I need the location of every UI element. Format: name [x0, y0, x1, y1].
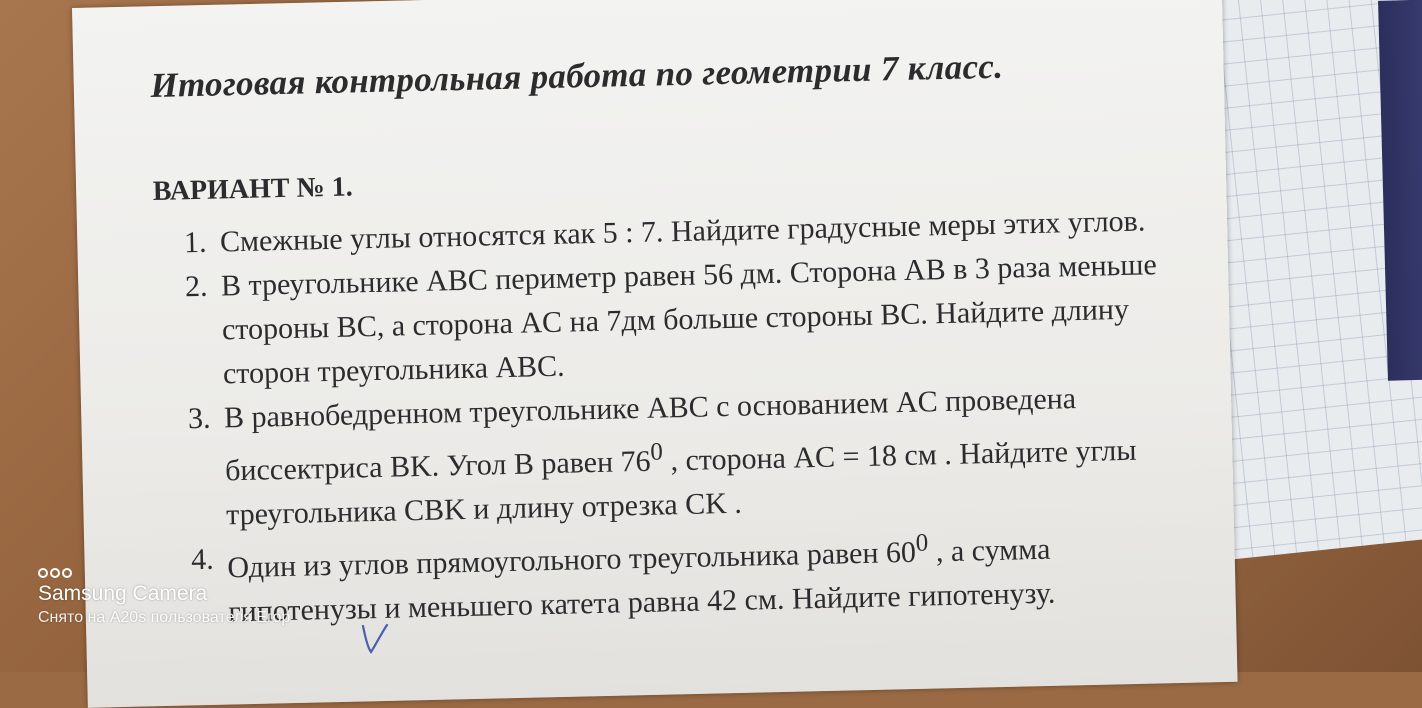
task-number: 3.: [187, 401, 211, 436]
watermark-caption: Снято на A20s пользователя Егор: [38, 609, 291, 626]
task-text-part: В равнобедренном треугольнике ABC с основанием AC проведена биссектриса BK. Угол B равен 76: [223, 382, 1077, 488]
task-item-2: [155, 243, 1168, 398]
camera-dots-icon: [38, 566, 290, 580]
pen-checkmark-icon: [360, 622, 390, 656]
document-title: Итоговая контрольная работа по геометрии 7 класс.: [150, 46, 1004, 105]
camera-watermark: [38, 566, 290, 628]
task-text: Смежные углы относятся как 5 : 7. Найдите градусные меры этих углов.: [219, 204, 1146, 259]
task-number: 2.: [184, 269, 208, 304]
degree-superscript: 0: [915, 529, 929, 557]
task-text-part: , сторона AC = 18 см . Найдите углы треугольника CBK и длину отрезка CK .: [225, 433, 1137, 532]
watermark-brand: Samsung Camera: [38, 582, 208, 605]
task-item-3: [158, 375, 1171, 539]
task-text: В треугольнике ABC периметр равен 56 дм. Сторона AB в 3 раза меньше стороны BC, а сторона AC на 7дм больше стороны BC. Найдите длину сторон треугольника ABC.: [220, 248, 1158, 391]
task-list: [154, 199, 1173, 636]
degree-superscript: 0: [650, 438, 664, 466]
task-text-part: Один из углов прямоугольного треугольника равен 60: [227, 535, 917, 585]
variant-heading: ВАРИАНТ № 1.: [152, 171, 353, 207]
task-text-part: , а сумма гипотенузы и меньшего катета равна 42 см. Найдите гипотенузу.: [228, 532, 1056, 629]
sheet-content: [150, 43, 1173, 636]
task-number: 4.: [190, 542, 215, 577]
task-number: 1.: [183, 225, 207, 260]
